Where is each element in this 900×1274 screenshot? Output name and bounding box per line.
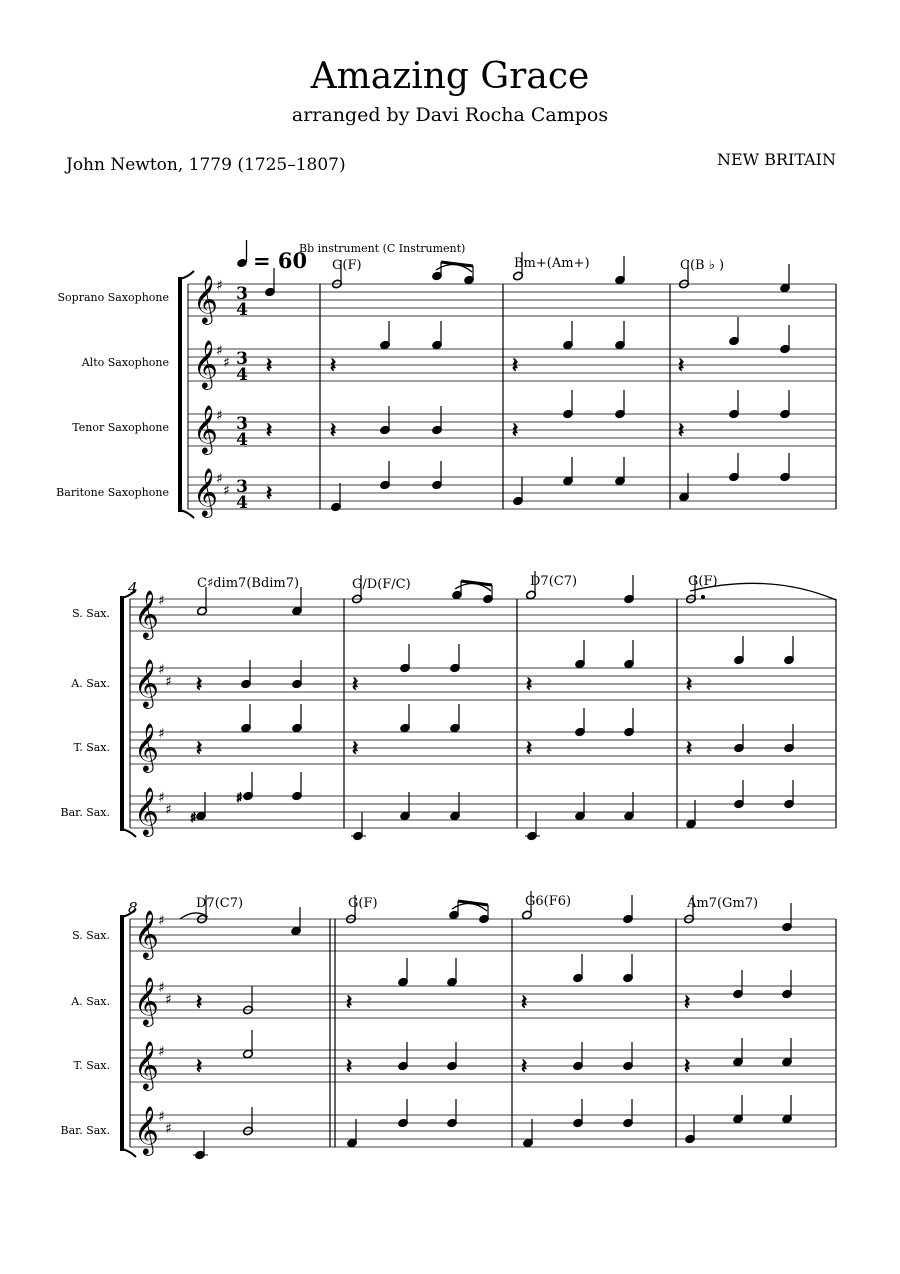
- svg-text:3: 3: [236, 477, 248, 497]
- svg-text:𝄽: 𝄽: [196, 672, 203, 696]
- svg-text:♯: ♯: [165, 674, 172, 690]
- treble-clef: 𝄞: [193, 339, 218, 388]
- svg-text:𝄽: 𝄽: [352, 736, 359, 760]
- chord-symbol: G6(F6): [525, 894, 572, 909]
- svg-text:𝄽: 𝄽: [684, 990, 691, 1014]
- tune-name: NEW BRITAIN: [716, 150, 836, 169]
- quarter-rest: 𝄽: [512, 353, 519, 377]
- barlines: [330, 919, 836, 1147]
- svg-text:♯: ♯: [158, 726, 165, 742]
- treble-clefs: [134, 589, 159, 837]
- treble-clef: 𝄞: [193, 467, 218, 516]
- treble-clefs: [134, 909, 159, 1156]
- svg-text:3: 3: [236, 284, 248, 304]
- staff-lines: [130, 919, 836, 1147]
- system-3: [61, 891, 836, 1160]
- svg-text:𝄽: 𝄽: [526, 736, 533, 760]
- quarter-rest: 𝄽: [512, 418, 519, 442]
- bracket-top-hook: [180, 271, 194, 279]
- time-signatures: [236, 284, 248, 513]
- chord-symbol: G/D(F/C): [352, 577, 411, 592]
- svg-text:𝄽: 𝄽: [196, 736, 203, 760]
- alto-notes: [196, 954, 792, 1015]
- svg-text:♯: ♯: [165, 1121, 172, 1137]
- svg-text:𝄽: 𝄽: [346, 1054, 353, 1078]
- staff-lines: [188, 284, 836, 509]
- instrument-label-alto: A. Sax.: [71, 677, 110, 690]
- svg-text:♯: ♯: [165, 802, 172, 818]
- svg-text:♯: ♯: [158, 593, 165, 609]
- instrument-label-soprano: S. Sax.: [72, 607, 110, 620]
- svg-text:4: 4: [236, 493, 248, 513]
- instrument-label-baritone: Bar. Sax.: [60, 1124, 110, 1137]
- chord-symbol: C(B ♭ ): [680, 258, 725, 273]
- quarter-rest: 𝄽: [330, 418, 337, 442]
- sharp-accidental: ♯: [223, 355, 230, 371]
- system-1: [56, 252, 836, 518]
- svg-text:𝄽: 𝄽: [521, 990, 528, 1014]
- svg-text:𝄽: 𝄽: [684, 1054, 691, 1078]
- score-title: Amazing Grace: [310, 56, 590, 97]
- svg-text:4: 4: [236, 430, 248, 450]
- svg-text:𝄽: 𝄽: [521, 1054, 528, 1078]
- treble-clef: 𝄞: [193, 404, 218, 453]
- key-signatures: [158, 913, 172, 1137]
- svg-text:𝄞: 𝄞: [134, 909, 159, 958]
- chord-symbol: D7(C7): [530, 574, 578, 589]
- sharp-accidental: ♯: [216, 278, 223, 294]
- quarter-rest: 𝄽: [266, 418, 273, 442]
- tempo-instruction: Bb instrument (C Instrument): [299, 242, 466, 255]
- system-2: [61, 571, 836, 841]
- instrument-label-alto: Alto Saxophone: [81, 356, 169, 369]
- chord-symbol: D7(C7): [196, 896, 244, 911]
- svg-text:𝄞: 𝄞: [134, 722, 159, 771]
- sharp-accidental: ♯: [236, 791, 243, 806]
- chord-symbol: G(F): [688, 574, 718, 589]
- svg-text:𝄽: 𝄽: [686, 736, 693, 760]
- baritone-notes: [266, 453, 790, 512]
- chord-symbol: C♯dim7(Bdim7): [197, 576, 300, 591]
- svg-text:𝄞: 𝄞: [134, 1105, 159, 1154]
- sharp-accidental: ♯: [216, 408, 223, 424]
- svg-text:♯: ♯: [158, 662, 165, 678]
- tenor-notes: [196, 1030, 792, 1078]
- svg-text:♯: ♯: [158, 913, 165, 929]
- svg-text:♯: ♯: [158, 1044, 165, 1060]
- instrument-label-tenor: T. Sax.: [73, 741, 110, 754]
- instrument-label-baritone: Baritone Saxophone: [56, 486, 169, 499]
- quarter-rest: 𝄽: [678, 353, 685, 377]
- baritone-notes: [193, 1095, 792, 1160]
- svg-text:𝄞: 𝄞: [134, 786, 159, 835]
- chord-symbol: Bm+(Am+): [514, 256, 590, 271]
- treble-clef: 𝄞: [193, 274, 218, 323]
- instrument-label-alto: A. Sax.: [71, 995, 110, 1008]
- svg-text:4: 4: [236, 300, 248, 320]
- svg-text:𝄽: 𝄽: [346, 990, 353, 1014]
- svg-text:♯: ♯: [158, 980, 165, 996]
- quarter-rest: 𝄽: [266, 481, 273, 505]
- instrument-label-tenor: T. Sax.: [73, 1059, 110, 1072]
- score-subtitle: arranged by Davi Rocha Campos: [291, 104, 609, 126]
- svg-text:3: 3: [236, 414, 248, 434]
- treble-clefs: [193, 274, 218, 518]
- svg-text:4: 4: [236, 365, 248, 385]
- alto-notes: [196, 636, 794, 696]
- svg-text:𝄽: 𝄽: [196, 1054, 203, 1078]
- svg-text:𝄞: 𝄞: [134, 1040, 159, 1089]
- svg-text:𝄞: 𝄞: [134, 589, 159, 638]
- alto-notes: [266, 317, 790, 377]
- quarter-rest: 𝄽: [330, 353, 337, 377]
- measure-number: 8: [128, 899, 138, 917]
- svg-text:♯: ♯: [165, 992, 172, 1008]
- key-signatures: [158, 593, 172, 818]
- svg-text:𝄽: 𝄽: [526, 672, 533, 696]
- tempo-value: = 60: [253, 248, 308, 273]
- quarter-rest: 𝄽: [678, 418, 685, 442]
- svg-text:𝄽: 𝄽: [196, 990, 203, 1014]
- instrument-label-soprano: S. Sax.: [72, 929, 110, 942]
- key-signatures: [216, 278, 230, 499]
- sharp-accidental: ♯: [190, 811, 197, 826]
- sharp-accidental: ♯: [216, 343, 223, 359]
- bracket-bottom-hook: [180, 510, 194, 518]
- measure-number: 4: [128, 579, 138, 597]
- quarter-rest: 𝄽: [266, 353, 273, 377]
- chord-symbol: G(F): [332, 258, 362, 273]
- barlines: [320, 284, 836, 509]
- svg-text:♯: ♯: [158, 1109, 165, 1125]
- instrument-label-baritone: Bar. Sax.: [60, 806, 110, 819]
- svg-text:𝄽: 𝄽: [352, 672, 359, 696]
- tenor-notes: [266, 390, 790, 442]
- chord-symbol: G(F): [348, 896, 378, 911]
- composer-credit: John Newton, 1779 (1725–1807): [66, 155, 346, 175]
- svg-text:𝄽: 𝄽: [686, 672, 693, 696]
- barlines: [344, 599, 836, 828]
- svg-text:𝄞: 𝄞: [134, 976, 159, 1025]
- chord-symbol: Am7(Gm7): [687, 896, 759, 911]
- sharp-accidental: ♯: [223, 483, 230, 499]
- svg-text:3: 3: [236, 349, 248, 369]
- sharp-accidental: ♯: [216, 471, 223, 487]
- instrument-label-tenor: Tenor Saxophone: [72, 421, 169, 434]
- svg-text:♯: ♯: [158, 790, 165, 806]
- baritone-notes: [190, 772, 794, 841]
- instrument-label-soprano: Soprano Saxophone: [57, 291, 169, 304]
- svg-text:𝄞: 𝄞: [134, 658, 159, 707]
